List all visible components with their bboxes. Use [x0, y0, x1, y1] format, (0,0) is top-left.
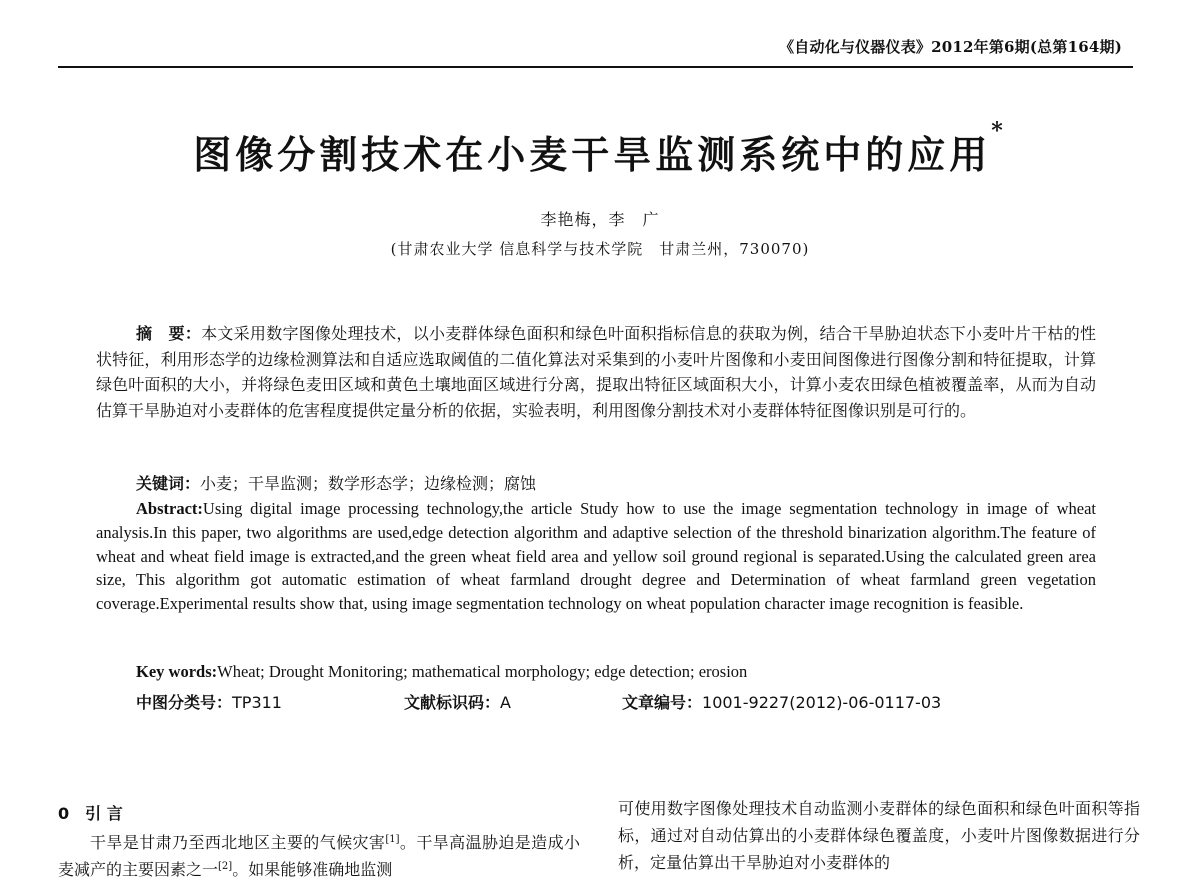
keywords-en	[136, 662, 1096, 682]
citation-ref: [1]	[385, 834, 400, 845]
clc-value: TP311	[232, 693, 282, 712]
citation-ref: [2]	[218, 861, 233, 872]
keywords-cn	[136, 471, 1096, 494]
abstract-cn-label: 摘 要：	[136, 324, 202, 343]
keywords-en-label: Key words:	[136, 662, 218, 681]
keywords-cn-text: 小麦；干旱监测；数学形态学；边缘检测；腐蚀	[200, 474, 537, 493]
doc-label: 文献标识码：	[404, 693, 501, 712]
article-value: 1001-9227(2012)-06-0117-03	[702, 693, 942, 712]
paper-title	[0, 118, 1200, 179]
doc-value: A	[500, 693, 511, 712]
keywords-cn-label: 关键词：	[136, 474, 201, 493]
intro-text-c: 。如果能够准确地监测	[232, 860, 393, 879]
article-number	[622, 690, 941, 713]
clc-label: 中图分类号：	[136, 693, 233, 712]
title-footnote-marker: *	[991, 118, 1007, 144]
document-code	[404, 690, 511, 713]
classification-line	[136, 690, 1096, 714]
keywords-en-text: Wheat; Drought Monitoring; mathematical morphology; edge detection; erosion	[217, 662, 748, 681]
section-heading-intro: 0 引 言	[58, 804, 123, 823]
intro-paragraph	[58, 829, 580, 883]
abstract-en-label: Abstract:	[136, 499, 203, 518]
abstract-en-text: Using digital image processing technology,the article Study how to use the image segmentation technology in image of wheat analysis.In this paper, two algorithms are used,edge detection algorithm and adaptive selection of the threshold binarization algorithm.The feature of wheat and wheat field image is extracted,and the green wheat field area and yellow soil ground regional is separated.Using the calculated green area size, This algorithm got automatic estimation of wheat farmland drought degree and Determination of wheat farmland green vegetation coverage.Experimental results show that, using image segmentation technology on wheat population character image recognition is feasible.	[96, 499, 1096, 614]
journal-header: 《自动化与仪器仪表》2012年第6期(总第164期)	[779, 38, 1122, 56]
abstract-en	[96, 497, 1096, 616]
affiliation: (甘肃农业大学 信息科学与技术学院 甘肃兰州，730070)	[390, 240, 810, 258]
intro-text-b: 。干旱高温胁迫是造成小麦减产的主要因素之一	[58, 833, 580, 879]
title-text: 图像分割技术在小麦干旱监测系统中的应用	[193, 132, 992, 177]
article-label: 文章编号：	[622, 693, 703, 712]
header-rule	[58, 66, 1133, 68]
intro-column-right: 可使用数字图像处理技术自动监测小麦群体的绿色面积和绿色叶面积等指标，通过对自动估算出的小麦群体绿色覆盖度，小麦叶片图像数据进行分析，定量估算出干旱胁迫对小麦群体的	[618, 799, 1140, 872]
clc-number	[136, 690, 282, 713]
abstract-cn	[96, 321, 1096, 423]
authors: 李艳梅，李 广	[540, 210, 660, 229]
abstract-cn-text: 本文采用数字图像处理技术，以小麦群体绿色面积和绿色叶面积指标信息的获取为例，结合干旱胁迫状态下小麦叶片干枯的性状特征，利用形态学的边缘检测算法和自适应选取阈值的二值化算法对采集到的小麦叶片图像和小麦田间图像进行图像分割和特征提取，计算绿色叶面积的大小，并将绿色麦田区域和黄色土壤地面区域进行分离，提取出特征区域面积大小，计算小麦农田绿色植被覆盖率，从而为自动估算干旱胁迫对小麦群体的危害程度提供定量分析的依据，实验表明，利用图像分割技术对小麦群体特征图像识别是可行的。	[96, 324, 1096, 420]
intro-column-left	[58, 800, 580, 883]
intro-text-a: 干旱是甘肃乃至西北地区主要的气候灾害	[90, 833, 386, 852]
